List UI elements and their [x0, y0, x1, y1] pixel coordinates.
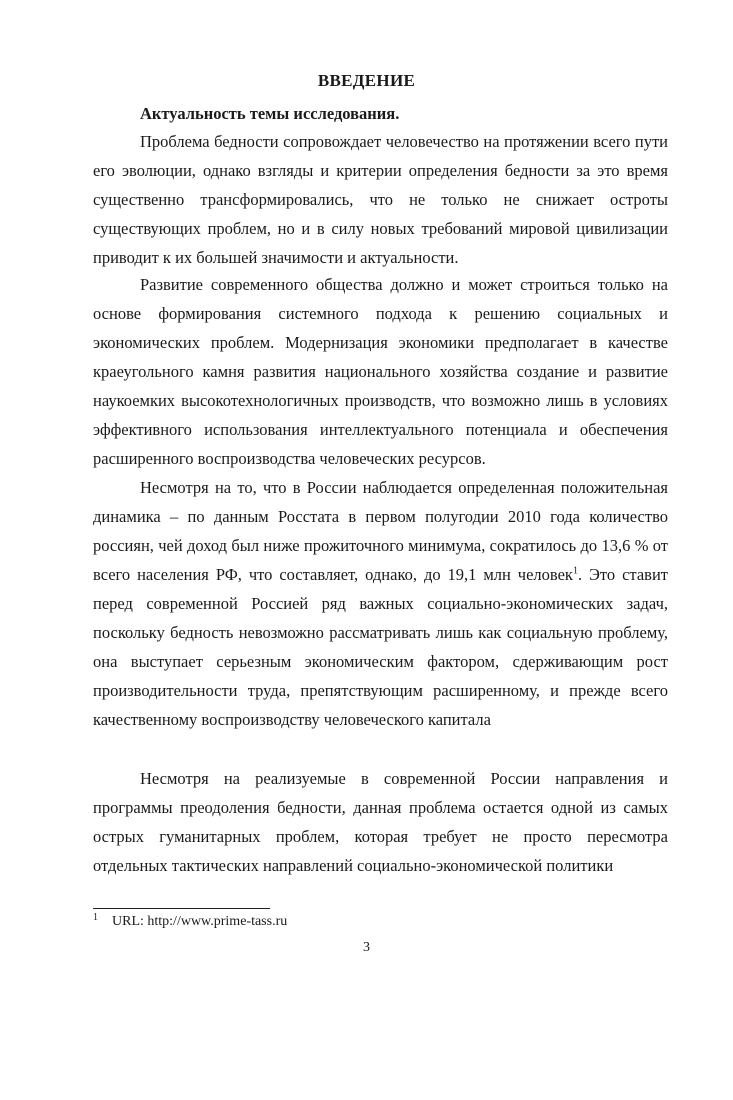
footnote-number: 1	[93, 912, 98, 923]
paragraph-1: Проблема бедности сопровождает человечество на протяжении всего пути его эволюции, однако взгляды и критерии определения бедности за это время существенно трансформировались, что не только не снижает остроты существующих проблем, но и в силу новых требований мировой цивилизации приводит к их большей значимости и актуальности.	[93, 132, 668, 267]
footnote	[93, 914, 287, 930]
paragraph-4: Несмотря на реализуемые в современной России направления и программы преодоления бедности, данная проблема остается одной из самых острых гуманитарных проблем, которая требует не просто пересмотра отдельных тактических направлений социально-экономической политики	[93, 769, 668, 875]
paragraph-2: Развитие современного общества должно и может строиться только на основе формирования системного подхода к решению социальных и экономических проблем. Модернизация экономики предполагает в качестве краеугольного камня развития национального хозяйства создание и развитие наукоемких высокотехнологичных производств, что возможно лишь в условиях эффективного использования интеллектуального потенциала и обеспечения расширенного воспроизводства человеческих ресурсов.	[93, 275, 668, 468]
page-number: 3	[363, 940, 370, 955]
page-heading: ВВЕДЕНИЕ	[317, 71, 416, 90]
paragraph-3-text-start: Несмотря на то, что в России наблюдается определенная положительная динамика – по данным Росстата в первом полугодии 2010 года количество россиян, чей доход был ниже прожиточного минимума, сократилось до 13,6 % от всего населения РФ, что составляет, однако, до 19,1 млн человек	[93, 478, 668, 584]
footnote-separator	[93, 908, 270, 909]
paragraph-3	[93, 473, 668, 734]
footnote-reference: 1	[572, 565, 578, 577]
paragraph-3-text-end: . Это ставит перед современной Россией ряд важных социально-экономических задач, поскольку бедность невозможно рассматривать лишь как социальную проблему, она выступает серьезным экономическим фактором, сдерживающим рост производительности труда, препятствующим расширенному, и прежде всего качественному воспроизводству человеческого капитала	[93, 565, 668, 729]
footnote-text: URL: http://www.prime-tass.ru	[112, 914, 288, 929]
section-subheading: Актуальность темы исследования.	[140, 104, 400, 123]
